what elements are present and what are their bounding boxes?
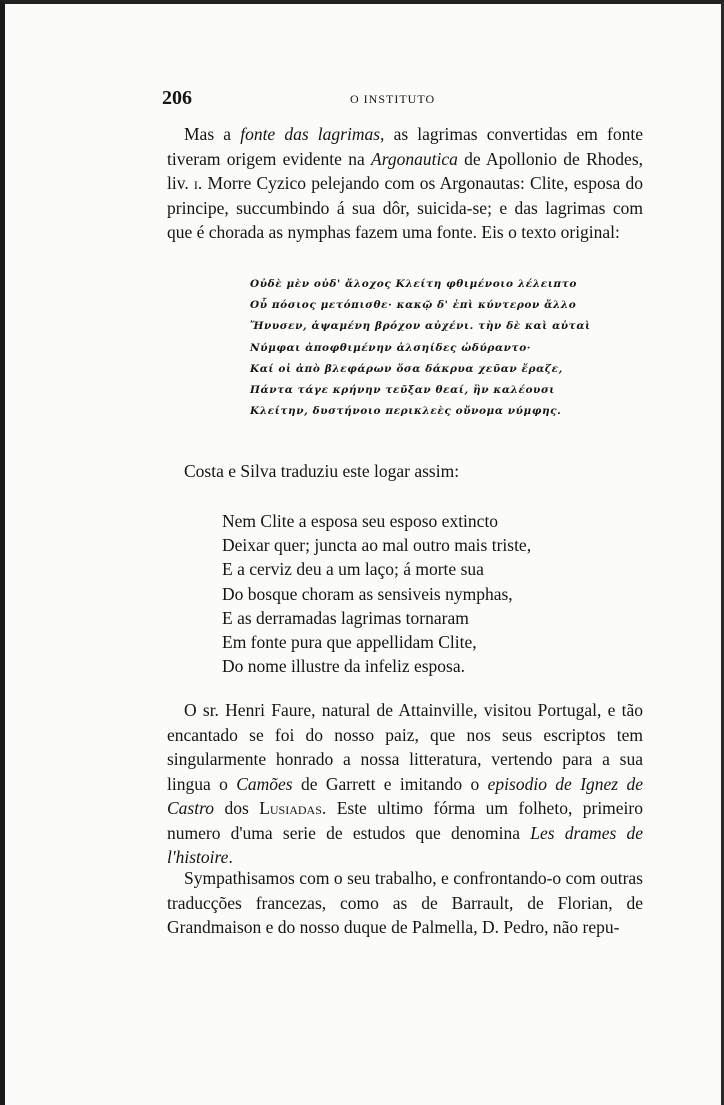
greek-line: Νύμφαι ἀποφθιμένην ἀλσηίδες ὠδύραντο· [250,341,532,354]
verse-line: E a cerviz deu a um laço; á morte sua [222,559,484,580]
running-title: O INSTITUTO [350,92,436,106]
paragraph-sympathisamos: Sympathisamos com o seu trabalho, e confrontando-o com outras traducções francezas, como as de Barrault, de Florian, de Grandmaison e do nosso duque de Palmella, D. Pedro, não repu- [167,868,643,937]
greek-line: Οὐδὲ μὲν οὐδ' ἄλοχος Κλείτη φθιμένοιο λέλειπτο [250,278,577,290]
verse-line: Do nome illustre da infeliz esposa. [222,656,465,677]
greek-line: Κλείτην, δυστήνοιο περικλεὲς οὔνομα νύμφης. [250,405,562,418]
paragraph-costa-e-silva: Costa e Silva traduziu este logar assim: [184,461,460,481]
greek-line: Καί οἱ ἀπὸ βλεφάρων ὅσα δάκρυα χεῦαν ἔραζε, [250,362,563,375]
paragraph-fonte-das-lagrimas: Mas a fonte das lagrimas, as lagrimas convertidas em fonte tiveram origem evidente na Argonautica de Apollonio de Rhodes, liv. i. Morre Cyzico pelejando com os Argonautas: Clite, esposa do principe, succumbindo á sua dôr, suicida-se; e das lagrimas com que é chorada as nymphas fazem uma fonte. Eis o texto original: [167,124,644,242]
verse-line: Nem Clite a esposa seu esposo extincto [222,511,499,531]
greek-quotation [250,274,610,422]
paragraph-henri-faure: O sr. Henri Faure, natural de Attainville, visitou Portugal, e tão encantado se foi do nosso paiz, que nos seus escriptos tem singularmente honrado a nossa litteratura, vertendo para a sua lingua o Camões de Garrett e imitando o episodio de Ignez de Castro dos Lusiadas. Este ultimo fórma um folheto, primeiro numero d'uma serie de estudos que denomina Les drames de l'histoire. [167,700,643,867]
verse-line: E as derramadas lagrimas tornaram [222,607,469,628]
greek-line: Ἤνυσεν, ἁψαμένη βρόχον αὐχένι. τὴν δὲ καὶ αὐταὶ [250,320,591,333]
page-header [162,87,642,111]
greek-line: Πάντα τάγε κρήνην τεῦξαν θεαί, ἣν καλέουσι [250,384,555,397]
verse-line: Em fonte pura que appellidam Clite, [222,632,477,653]
verse-line: Deixar quer; juncta ao mal outro mais triste, [222,535,532,556]
greek-line: Οὗ πόσιος μετόπισθε· κακῷ δ' ἐπὶ κύντερον ἄλλο [250,299,577,312]
verse-translation [222,509,602,678]
verse-line: Do bosque choram as sensiveis nymphas, [222,583,513,604]
page-number: 206 [162,87,192,109]
